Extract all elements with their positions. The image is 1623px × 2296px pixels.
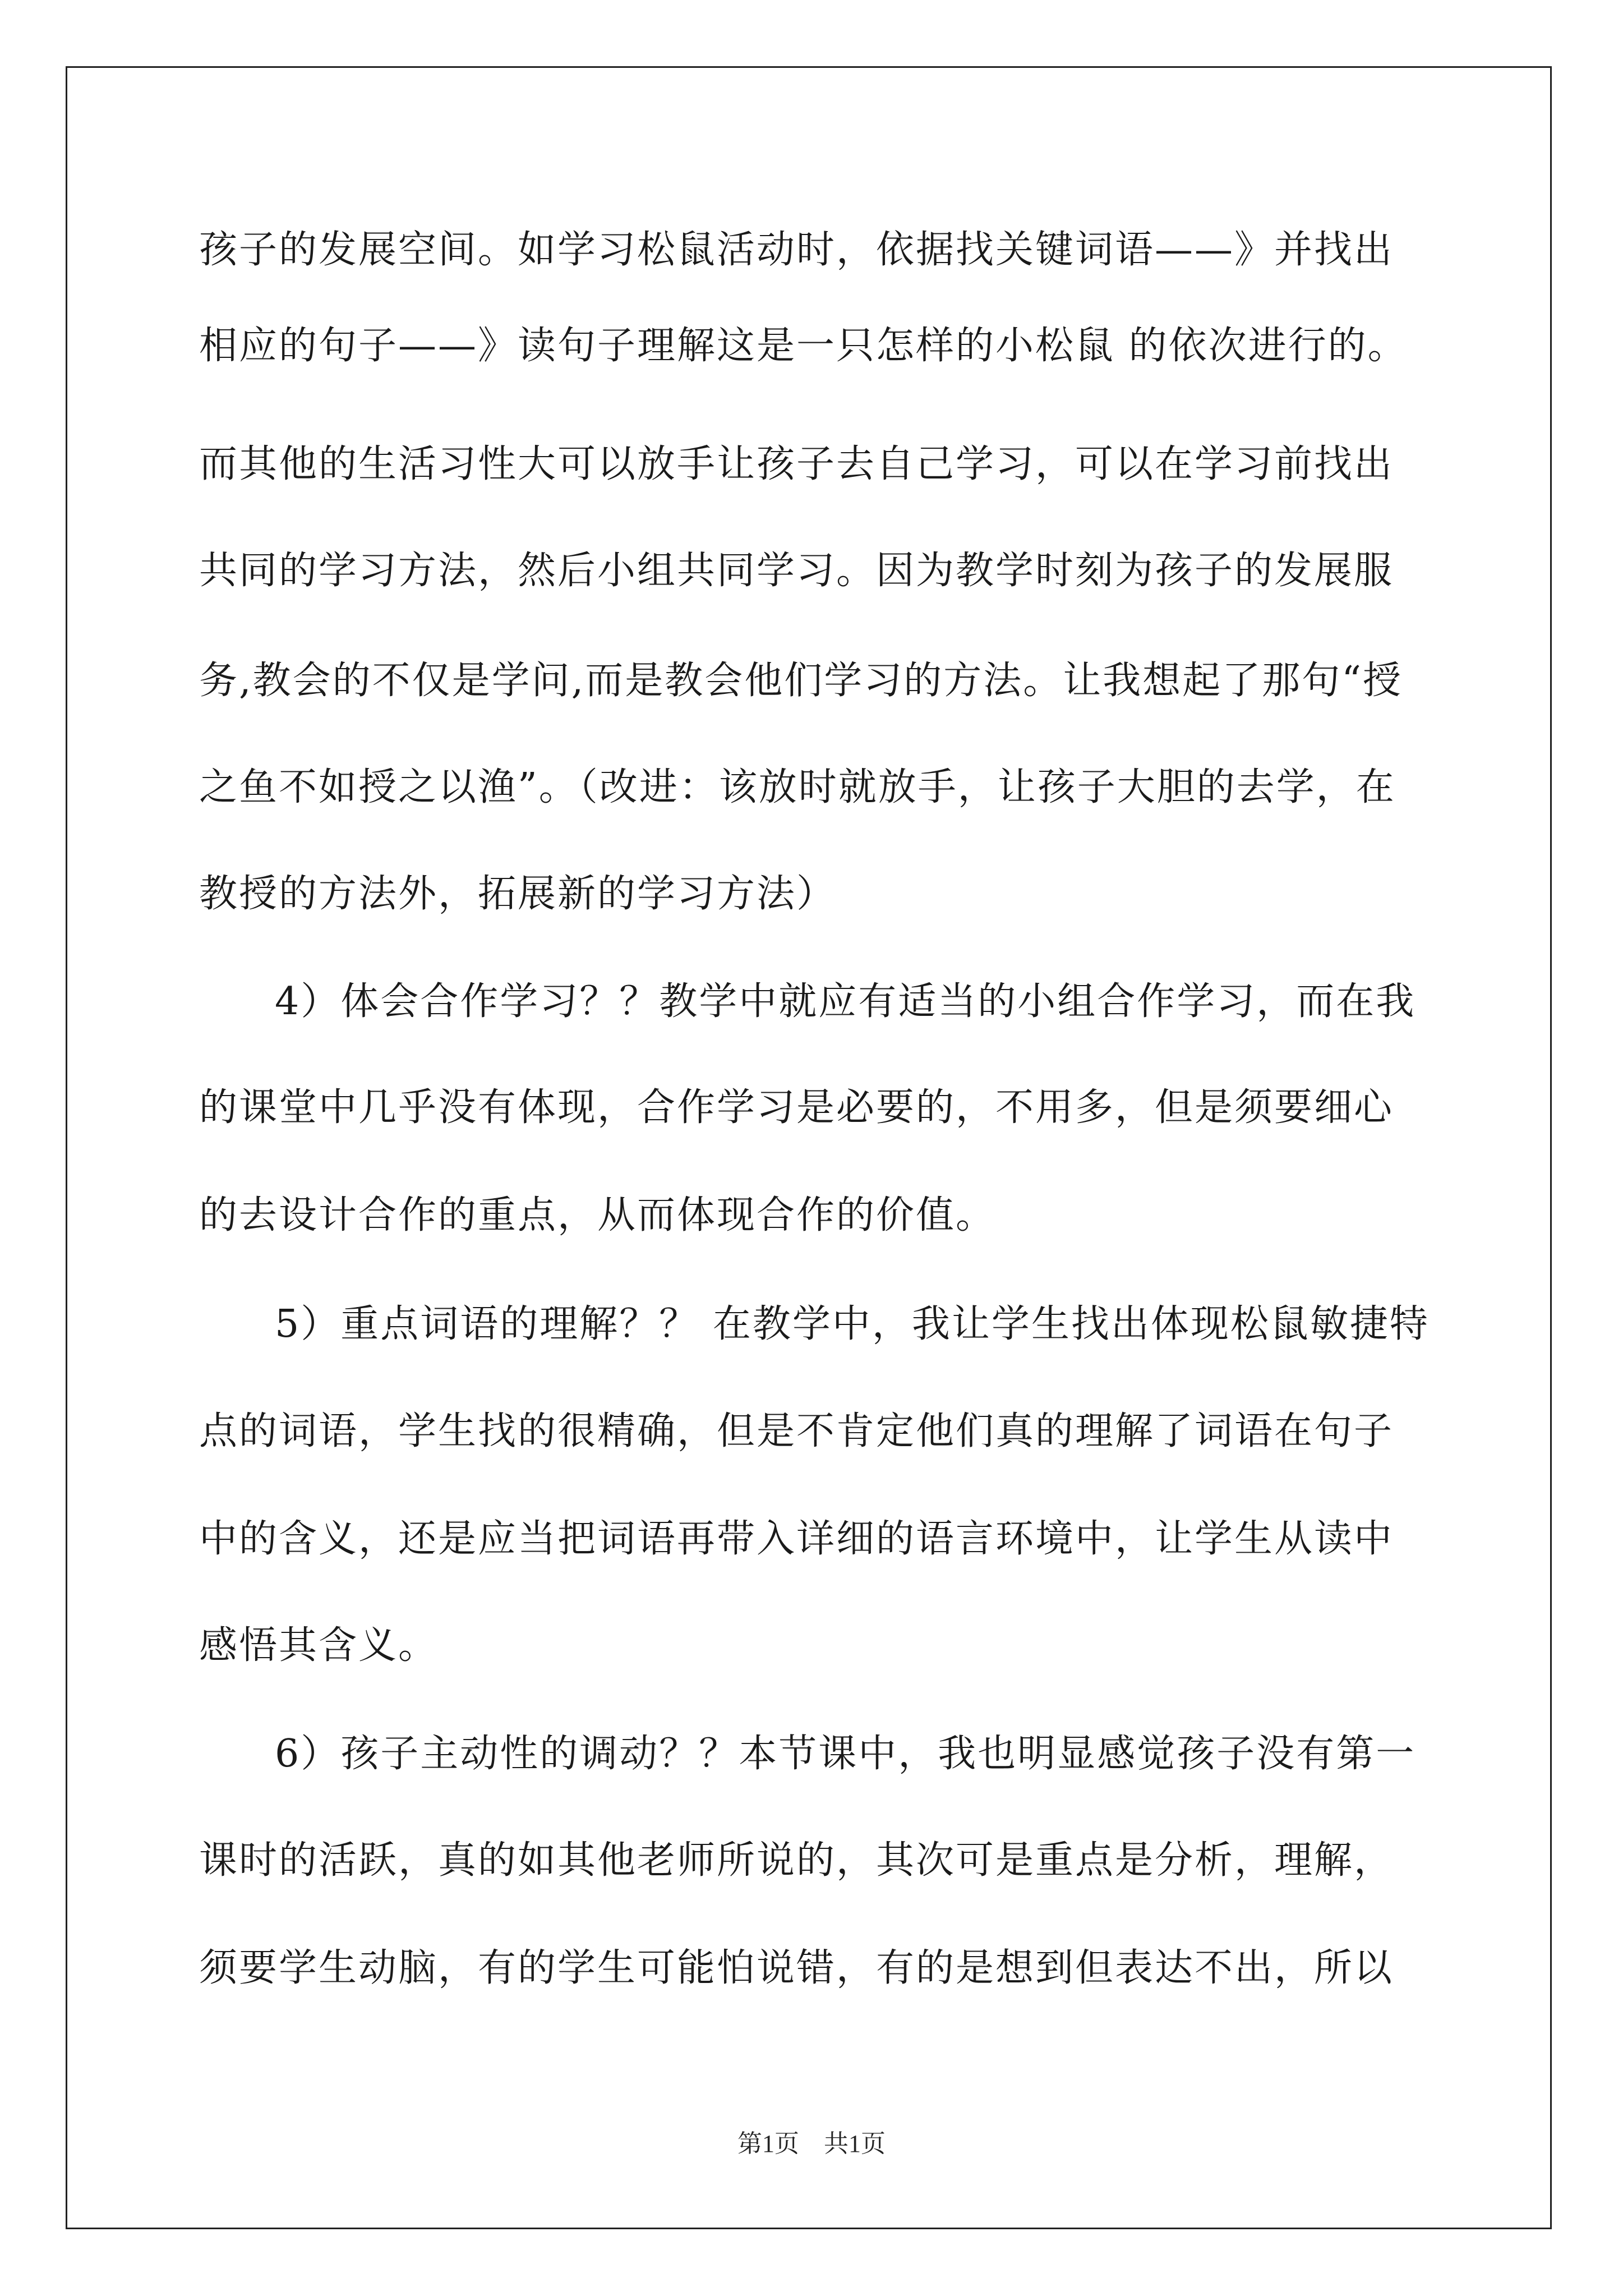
paragraph-6-start: 6）孩子主动性的调动？？本节课中，我也明显感觉孩子没有第一 <box>275 1732 1416 1776</box>
text-line: 孩子的发展空间。如学习松鼠活动时，依据找关键词语——》并找出 <box>199 228 1394 272</box>
text-line: 之鱼不如授之以渔”。（改进：该放时就放手，让孩子大胆的去学，在 <box>199 765 1396 809</box>
text-line: 感悟其含义。 <box>199 1623 439 1668</box>
text-line: 中的含义，还是应当把词语再带入详细的语言环境中，让学生从读中 <box>199 1517 1394 1561</box>
text-line: 相应的句子——》读句子理解这是一只怎样的小松鼠 的依次进行的。 <box>199 324 1408 368</box>
text-line: 教授的方法外，拓展新的学习方法） <box>199 872 837 916</box>
page-footer: 第1页 共1页 <box>737 2130 886 2157</box>
text-line: 点的词语，学生找的很精确，但是不肯定他们真的理解了词语在句子 <box>199 1409 1394 1453</box>
paragraph-5-start: 5）重点词语的理解？？ 在教学中，我让学生找出体现松鼠敏捷特 <box>275 1302 1430 1346</box>
text-line: 而其他的生活习性大可以放手让孩子去自己学习，可以在学习前找出 <box>199 442 1394 486</box>
text-line: 的课堂中几乎没有体现，合作学习是必要的，不用多，但是须要细心 <box>199 1085 1394 1130</box>
text-line: 须要学生动脑，有的学生可能怕说错，有的是想到但表达不出，所以 <box>199 1946 1394 1990</box>
page-border <box>66 66 1552 2229</box>
text-line: 务,教会的不仅是学问,而是教会他们学习的方法。让我想起了那句“授 <box>199 659 1403 703</box>
text-line: 的去设计合作的重点，从而体现合作的价值。 <box>199 1193 996 1237</box>
text-line: 共同的学习方法，然后小组共同学习。因为教学时刻为孩子的发展服 <box>199 549 1394 593</box>
text-line: 课时的活跃，真的如其他老师所说的，其次可是重点是分析，理解， <box>199 1838 1394 1883</box>
paragraph-4-start: 4）体会合作学习？？教学中就应有适当的小组合作学习，而在我 <box>275 979 1416 1024</box>
